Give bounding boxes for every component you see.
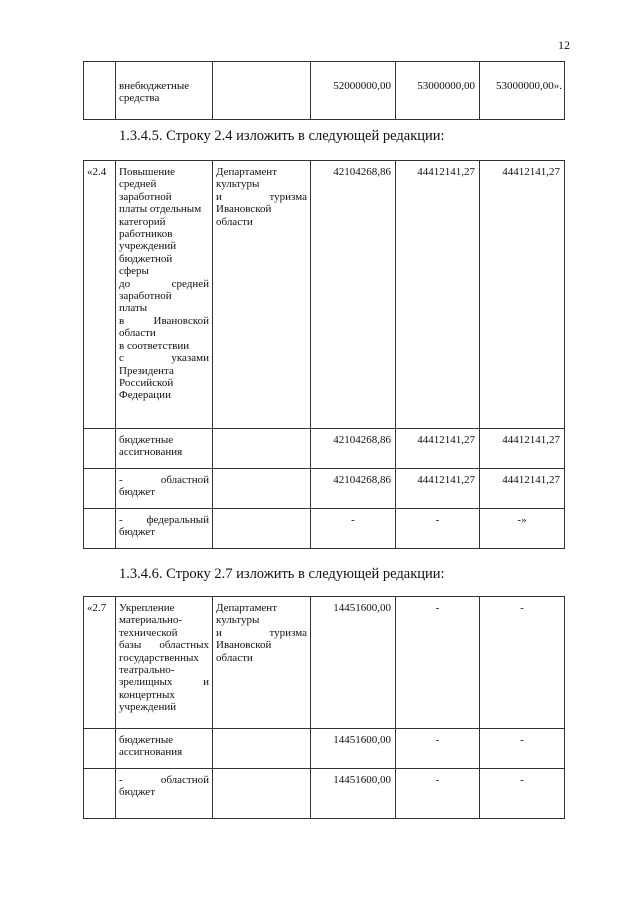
table-row [84,597,565,729]
word: в [119,314,125,327]
row-number-cell [84,769,116,819]
word: областных [159,639,209,652]
value-cell: 44412141,27 [396,469,480,509]
executor-cell [213,509,311,549]
table-row [84,161,565,429]
name-line [119,474,209,486]
table-row [84,769,565,819]
word: до [119,277,131,290]
word: средней [171,277,209,290]
word: и [216,626,222,639]
value-cell: 44412141,27 [396,161,480,429]
executor-cell [213,769,311,819]
row-number-cell [84,62,116,120]
executor-line: Департамент [216,166,278,178]
row-name-cell [116,769,213,819]
row-number-cell: «2.7 [84,597,116,729]
name-line: государственных [119,651,199,664]
name-line: концертных [119,688,175,701]
value-cell: 44412141,27 [480,469,565,509]
word: зрелищных [119,676,173,689]
table-row [84,62,565,120]
word: федеральный [146,514,209,526]
name-line: ассигнования [119,446,183,459]
value-cell: -» [480,509,565,549]
name-line: заработной [119,190,172,203]
row-name-cell: внебюджетные средства [116,62,213,120]
value-cell: 42104268,86 [311,469,396,509]
budget-table-row-2-4 [83,160,565,549]
value-cell: 53000000,00 [396,62,480,120]
value-cell: 42104268,86 [311,161,396,429]
executor-cell [213,469,311,509]
name-line: средней [119,178,157,191]
value-cell: 44412141,27 [480,429,565,469]
name-line: заработной [119,290,172,303]
executor-line: культуры [216,614,260,627]
value-cell: - [311,509,396,549]
word: - [119,474,123,486]
section-heading: 1.3.4.5. Строку 2.4 изложить в следующей редакции: [119,128,445,144]
row-name-cell [116,509,213,549]
name-line: учреждений [119,240,177,253]
name-line [119,315,209,327]
name-line: категорий [119,215,166,228]
row-name-cell [116,729,213,769]
word: с [119,352,124,365]
name-line: работников [119,228,173,241]
value-cell: - [480,769,565,819]
name-line: Федерации [119,389,171,402]
row-name-cell [116,429,213,469]
word: - [119,774,123,786]
value-cell: - [396,597,480,729]
page-number: 12 [558,38,570,52]
name-line: области [119,327,156,340]
word: областной [160,474,209,486]
value-cell: - [396,729,480,769]
row-number-cell: «2.4 [84,161,116,429]
budget-table-row-2-7 [83,596,565,819]
name-line: бюджетные [119,434,174,446]
name-line: Российской [119,376,174,389]
table-row [84,469,565,509]
executor-cell [213,729,311,769]
row-number-cell [84,509,116,549]
name-line: учреждений [119,701,177,714]
name-line: сферы [119,265,149,278]
executor-cell [213,161,311,429]
value-cell: 14451600,00 [311,597,396,729]
word: Ивановской [153,314,209,327]
word: туризма [269,626,307,639]
row-name-cell [116,469,213,509]
name-line: в соответствии [119,339,190,352]
row-name-cell [116,161,213,429]
word: - [119,514,123,526]
row-number-cell [84,469,116,509]
word: туризма [269,190,307,203]
value-cell: - [396,769,480,819]
executor-line: Департамент [216,602,278,614]
name-line: Президента [119,364,174,377]
name-line: материально- [119,614,183,627]
name-line: бюджет [119,486,155,499]
value-cell: 14451600,00 [311,769,396,819]
value-cell: 52000000,00 [311,62,396,120]
executor-cell [213,62,311,120]
name-line: Укрепление [119,602,175,614]
table-row [84,509,565,549]
name-line: бюджетной [119,252,173,265]
word: и [203,676,209,689]
name-line [119,278,209,290]
value-cell: 42104268,86 [311,429,396,469]
word: областной [160,774,209,786]
word: и [216,190,222,203]
name-line: Повышение [119,166,176,178]
executor-line: культуры [216,178,260,191]
value-cell: - [480,597,565,729]
value-cell: - [480,729,565,769]
name-line: ассигнования [119,746,183,759]
name-line: технической [119,626,178,639]
name-line [119,774,209,786]
value-cell: 53000000,00». [480,62,565,120]
name-line: бюджет [119,526,155,539]
executor-line: области [216,215,253,228]
name-line: платы [119,302,148,315]
name-line [119,514,209,526]
word: базы [119,639,142,652]
row-number-cell [84,729,116,769]
section-heading: 1.3.4.6. Строку 2.7 изложить в следующей редакции: [119,566,445,582]
table-row [84,729,565,769]
name-line: бюджетные [119,734,174,746]
word: указами [171,352,209,365]
value-cell: - [396,509,480,549]
value-cell: 14451600,00 [311,729,396,769]
name-line [119,352,209,364]
row-number-cell [84,429,116,469]
executor-cell [213,429,311,469]
value-cell: 44412141,27 [480,161,565,429]
name-line: бюджет [119,786,155,799]
row-name-cell [116,597,213,729]
executor-line: Ивановской [216,639,272,652]
name-line: платы отдельным [119,203,202,216]
budget-table-continuation [83,61,565,120]
executor-line [216,627,307,639]
executor-line [216,191,307,203]
name-line: театрально- [119,664,175,677]
executor-line: Ивановской [216,203,272,216]
name-line [119,639,209,651]
table-row [84,429,565,469]
executor-cell [213,597,311,729]
value-cell: 44412141,27 [396,429,480,469]
name-line [119,676,209,688]
executor-line: области [216,651,253,664]
